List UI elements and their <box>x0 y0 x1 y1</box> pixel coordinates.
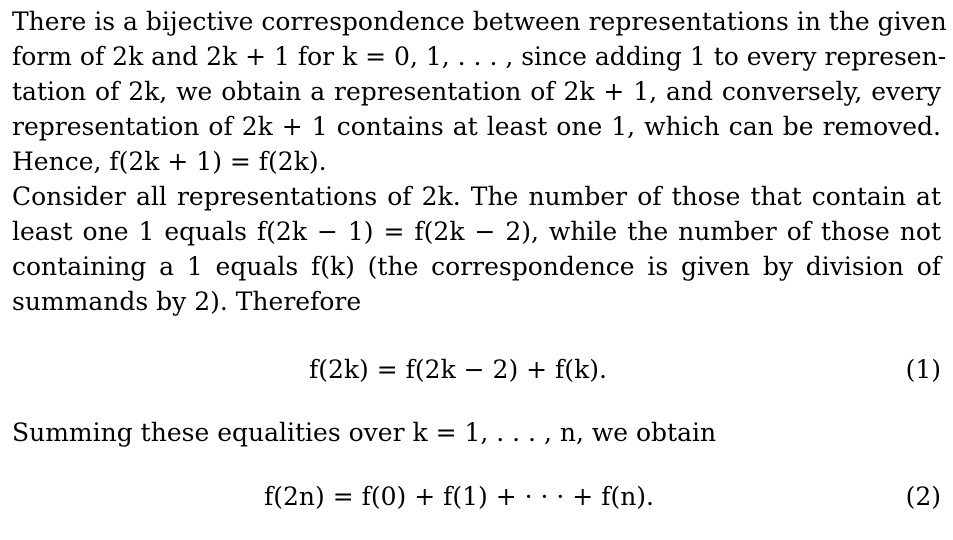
text-line: form of 2k and 2k + 1 for k = 0, 1, . . . , since adding 1 to every represen- <box>12 42 947 71</box>
text-line: There is a bijective correspondence between representations in the given <box>12 7 947 36</box>
spacer <box>12 450 941 479</box>
equation-2-number: (2) <box>905 482 941 511</box>
spacer <box>12 319 941 352</box>
text-line: summands by 2). Therefore <box>12 287 362 316</box>
text-line: Consider all representations of 2k. The number of those that contain at <box>12 182 941 211</box>
equation-1: f(2k) = f(2k − 2) + f(k). <box>309 355 607 384</box>
equation-1-number: (1) <box>905 355 941 384</box>
text-line: tation of 2k, we obtain a representation of 2k + 1, and conversely, every <box>12 77 941 106</box>
text-line: Hence, f(2k + 1) = f(2k). <box>12 147 327 176</box>
text-line: least one 1 equals f(2k − 1) = f(2k − 2), while the number of those not <box>12 217 941 246</box>
page-content <box>12 4 947 514</box>
paragraph-consider-representations <box>12 179 941 319</box>
summing-sentence: Summing these equalities over k = 1, . . . , n, we obtain <box>12 418 717 447</box>
text-line: representation of 2k + 1 contains at least one 1, which can be removed. <box>12 112 941 141</box>
text-line: containing a 1 equals f(k) (the correspondence is given by division of <box>12 252 941 281</box>
equation-2-row <box>12 479 941 514</box>
equation-2: f(2n) = f(0) + f(1) + · · · + f(n). <box>264 482 655 511</box>
paragraph-bijective-correspondence <box>12 4 947 179</box>
equation-1-row <box>12 352 941 387</box>
spacer <box>12 387 941 415</box>
